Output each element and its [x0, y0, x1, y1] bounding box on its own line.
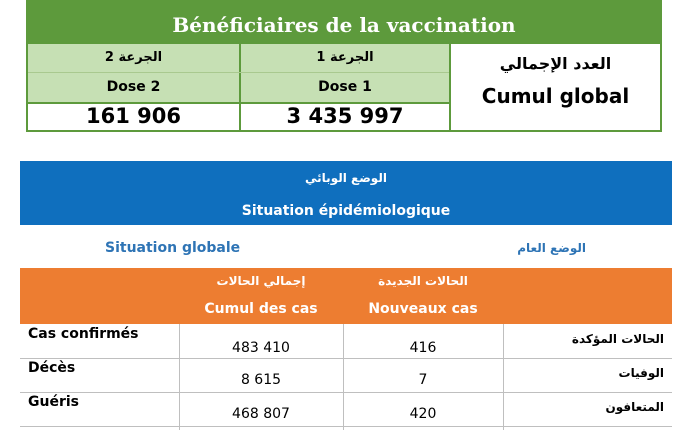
row-label-ar: الوفيات: [618, 366, 664, 380]
cumul-label-fr: Cumul global: [481, 84, 630, 108]
epidemiological-banner: [20, 161, 672, 225]
column-new-ar: الحالات الجديدة: [378, 274, 468, 288]
vaccination-title: Bénéficiaires de la vaccination: [26, 8, 662, 42]
table-row: [20, 392, 672, 426]
column-cumul-fr: Cumul des cas: [204, 301, 318, 317]
epidemiological-title-ar: الوضع الوبائي: [305, 171, 387, 185]
new-value: 416: [409, 340, 437, 356]
column-new-fr: Nouveaux cas: [368, 301, 478, 317]
vaccination-divider: [28, 72, 449, 73]
table-gridline: [20, 426, 672, 427]
row-label-fr: Guéris: [28, 394, 79, 410]
row-label-ar: المتعافون: [605, 400, 664, 414]
vaccination-top-strip: [26, 0, 662, 8]
table-row: [20, 324, 672, 358]
dose2-label-ar: الجرعة 2: [104, 50, 163, 65]
cumul-value: 483 410: [232, 340, 290, 356]
global-situation-fr: Situation globale: [105, 240, 241, 256]
column-cumul-ar: إجمالي الحالات: [216, 274, 306, 288]
epidemiological-title-fr: Situation épidémiologique: [241, 203, 451, 219]
new-value: 420: [409, 406, 437, 422]
dose2-label-fr: Dose 2: [106, 79, 161, 95]
row-label-ar: الحالات المؤكدة: [571, 332, 664, 346]
global-situation-ar: الوضع العام: [517, 241, 586, 255]
dose2-value: 161 906: [86, 104, 181, 128]
table-row: [20, 358, 672, 392]
cumul-value: 8 615: [240, 372, 282, 388]
dose1-value: 3 435 997: [286, 104, 404, 128]
row-label-fr: Cas confirmés: [28, 326, 139, 342]
new-value: 7: [418, 372, 428, 388]
dose1-label-ar: الجرعة 1: [316, 50, 374, 65]
row-label-fr: Décès: [28, 360, 76, 376]
cumul-label-ar: العدد الإجمالي: [499, 54, 612, 73]
cumul-value: 468 807: [232, 406, 290, 422]
dose1-label-fr: Dose 1: [318, 79, 372, 95]
